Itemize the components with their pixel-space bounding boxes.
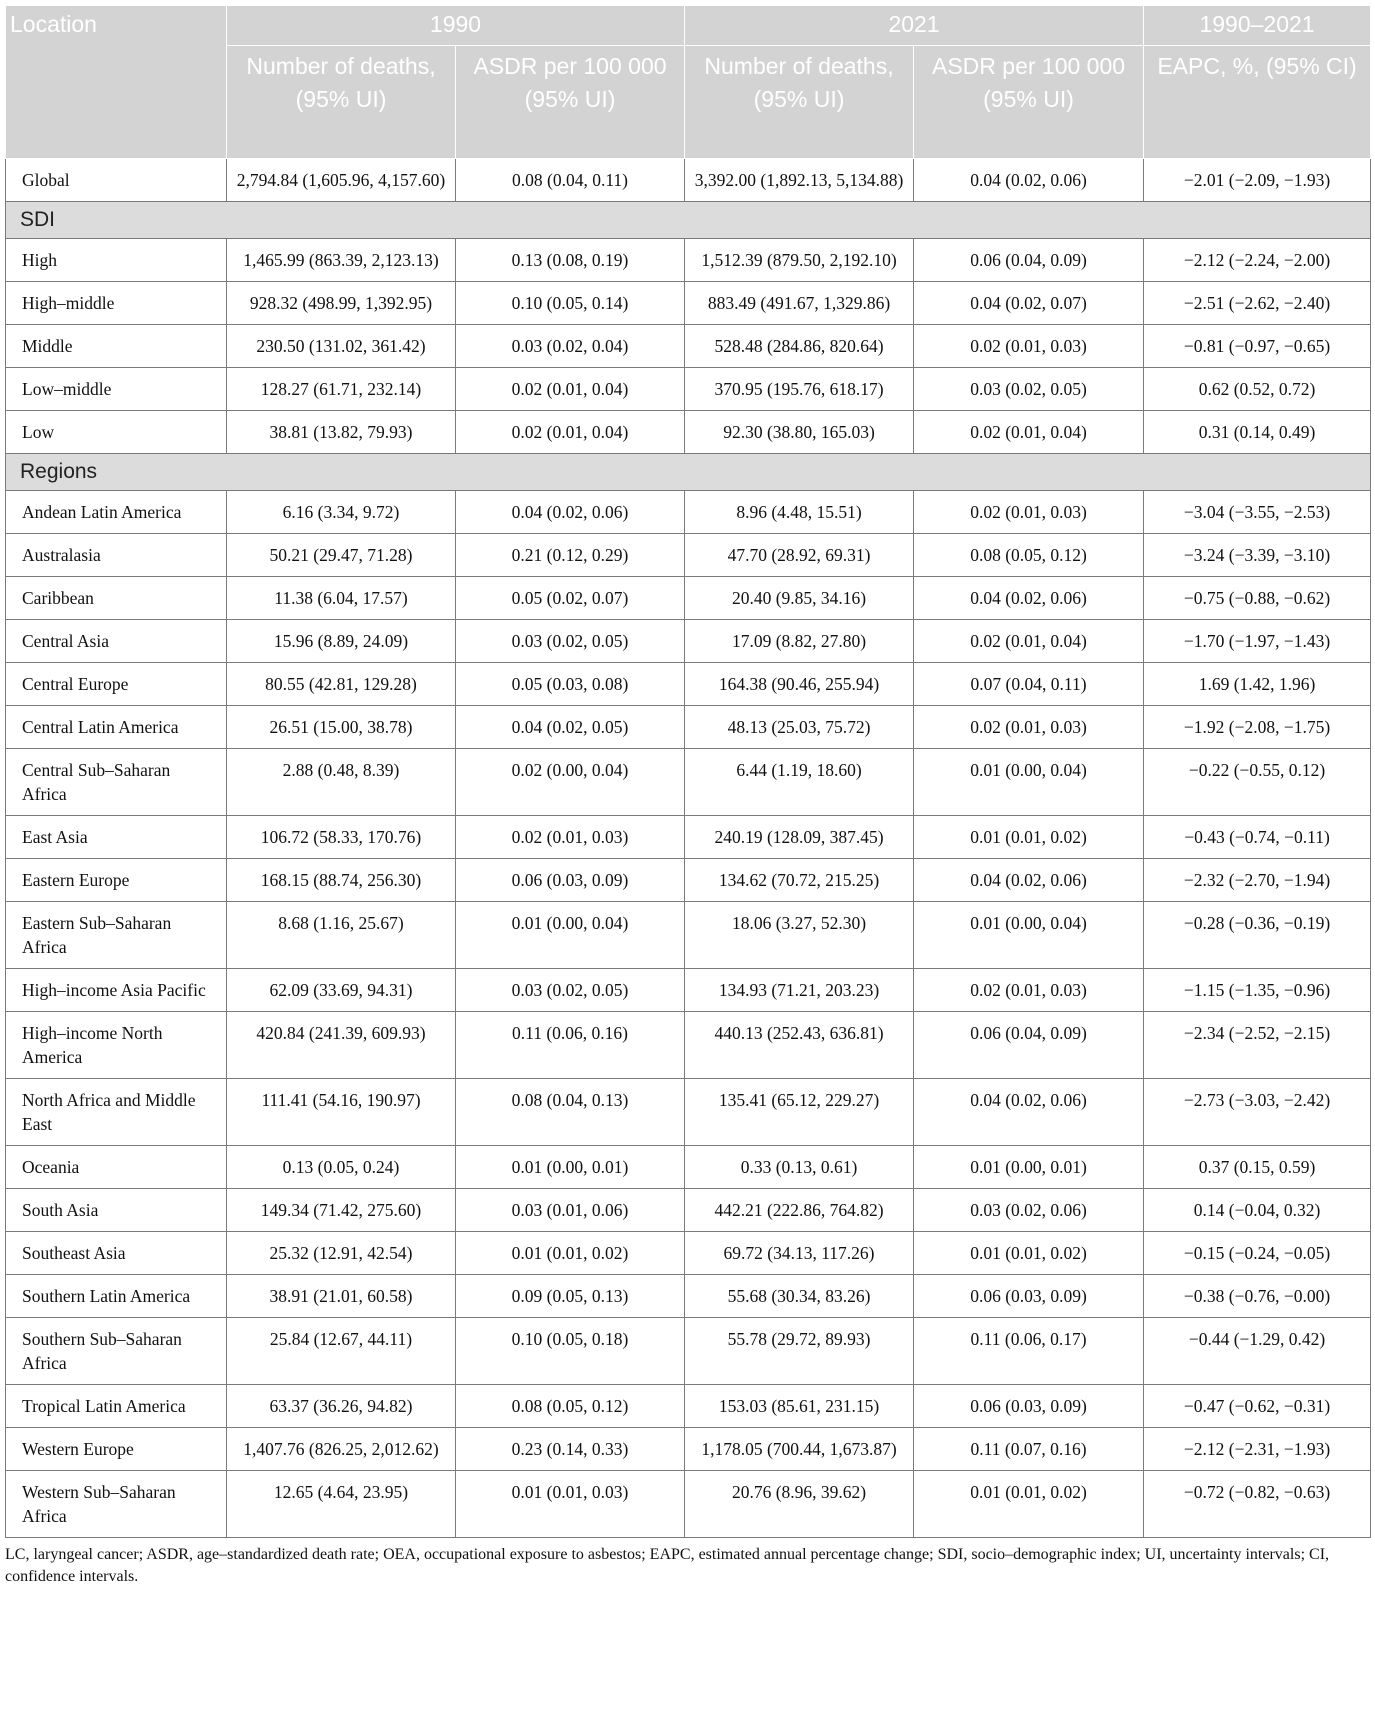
deaths-1990-cell: 106.72 (58.33, 170.76) — [227, 816, 456, 859]
asdr-1990-cell: 0.01 (0.01, 0.02) — [456, 1232, 685, 1275]
section-label: Regions — [6, 454, 1371, 491]
asdr-1990-cell: 0.08 (0.05, 0.12) — [456, 1385, 685, 1428]
deaths-2021-cell: 134.62 (70.72, 215.25) — [685, 859, 914, 902]
deaths-2021-cell: 0.33 (0.13, 0.61) — [685, 1146, 914, 1189]
asdr-1990-cell: 0.03 (0.01, 0.06) — [456, 1189, 685, 1232]
deaths-2021-cell: 135.41 (65.12, 229.27) — [685, 1079, 914, 1146]
location-cell: Australasia — [6, 534, 227, 577]
location-cell: Southern Latin America — [6, 1275, 227, 1318]
deaths-2021-cell: 20.76 (8.96, 39.62) — [685, 1471, 914, 1538]
header-location: Location — [6, 6, 227, 159]
section-header-row — [6, 454, 1371, 491]
deaths-1990-cell: 111.41 (54.16, 190.97) — [227, 1079, 456, 1146]
deaths-2021-cell: 17.09 (8.82, 27.80) — [685, 620, 914, 663]
asdr-1990-cell: 0.08 (0.04, 0.11) — [456, 159, 685, 202]
table-row — [6, 368, 1371, 411]
eapc-cell: −2.32 (−2.70, −1.94) — [1144, 859, 1371, 902]
deaths-1990-cell: 12.65 (4.64, 23.95) — [227, 1471, 456, 1538]
table-row — [6, 1428, 1371, 1471]
deaths-1990-cell: 8.68 (1.16, 25.67) — [227, 902, 456, 969]
deaths-2021-cell: 20.40 (9.85, 34.16) — [685, 577, 914, 620]
deaths-2021-cell: 48.13 (25.03, 75.72) — [685, 706, 914, 749]
deaths-1990-cell: 0.13 (0.05, 0.24) — [227, 1146, 456, 1189]
asdr-1990-cell: 0.04 (0.02, 0.06) — [456, 491, 685, 534]
asdr-2021-cell: 0.04 (0.02, 0.06) — [914, 1079, 1144, 1146]
location-cell: Andean Latin America — [6, 491, 227, 534]
deaths-2021-cell: 240.19 (128.09, 387.45) — [685, 816, 914, 859]
table-row — [6, 1146, 1371, 1189]
deaths-2021-cell: 1,178.05 (700.44, 1,673.87) — [685, 1428, 914, 1471]
deaths-1990-cell: 63.37 (36.26, 94.82) — [227, 1385, 456, 1428]
table-row — [6, 491, 1371, 534]
deaths-2021-cell: 47.70 (28.92, 69.31) — [685, 534, 914, 577]
asdr-1990-cell: 0.03 (0.02, 0.05) — [456, 969, 685, 1012]
table-container — [5, 5, 1370, 1588]
deaths-1990-cell: 25.84 (12.67, 44.11) — [227, 1318, 456, 1385]
table-row — [6, 239, 1371, 282]
location-cell: Southeast Asia — [6, 1232, 227, 1275]
deaths-2021-cell: 6.44 (1.19, 18.60) — [685, 749, 914, 816]
deaths-1990-cell: 149.34 (71.42, 275.60) — [227, 1189, 456, 1232]
table-body — [6, 159, 1371, 1538]
asdr-1990-cell: 0.02 (0.00, 0.04) — [456, 749, 685, 816]
header-deaths-2021: Number of deaths, (95% UI) — [685, 46, 914, 159]
asdr-2021-cell: 0.04 (0.02, 0.06) — [914, 859, 1144, 902]
deaths-1990-cell: 1,465.99 (863.39, 2,123.13) — [227, 239, 456, 282]
asdr-1990-cell: 0.09 (0.05, 0.13) — [456, 1275, 685, 1318]
asdr-1990-cell: 0.03 (0.02, 0.04) — [456, 325, 685, 368]
deaths-2021-cell: 55.78 (29.72, 89.93) — [685, 1318, 914, 1385]
asdr-2021-cell: 0.01 (0.00, 0.04) — [914, 902, 1144, 969]
eapc-cell: −0.75 (−0.88, −0.62) — [1144, 577, 1371, 620]
asdr-2021-cell: 0.02 (0.01, 0.03) — [914, 969, 1144, 1012]
deaths-2021-cell: 164.38 (90.46, 255.94) — [685, 663, 914, 706]
table-header — [6, 6, 1371, 159]
deaths-2021-cell: 883.49 (491.67, 1,329.86) — [685, 282, 914, 325]
asdr-1990-cell: 0.01 (0.00, 0.04) — [456, 902, 685, 969]
asdr-2021-cell: 0.02 (0.01, 0.03) — [914, 706, 1144, 749]
asdr-1990-cell: 0.02 (0.01, 0.04) — [456, 368, 685, 411]
deaths-1990-cell: 80.55 (42.81, 129.28) — [227, 663, 456, 706]
location-cell: Oceania — [6, 1146, 227, 1189]
eapc-cell: −1.92 (−2.08, −1.75) — [1144, 706, 1371, 749]
table-row — [6, 1318, 1371, 1385]
asdr-1990-cell: 0.04 (0.02, 0.05) — [456, 706, 685, 749]
table-row — [6, 159, 1371, 202]
deaths-1990-cell: 6.16 (3.34, 9.72) — [227, 491, 456, 534]
header-eapc: EAPC, %, (95% CI) — [1144, 46, 1371, 159]
eapc-cell: 0.62 (0.52, 0.72) — [1144, 368, 1371, 411]
table-row — [6, 706, 1371, 749]
eapc-cell: −0.43 (−0.74, −0.11) — [1144, 816, 1371, 859]
location-cell: Tropical Latin America — [6, 1385, 227, 1428]
eapc-cell: −2.73 (−3.03, −2.42) — [1144, 1079, 1371, 1146]
header-year-2021: 2021 — [685, 6, 1144, 46]
asdr-2021-cell: 0.03 (0.02, 0.05) — [914, 368, 1144, 411]
deaths-2021-cell: 442.21 (222.86, 764.82) — [685, 1189, 914, 1232]
header-row-years — [6, 6, 1371, 46]
asdr-2021-cell: 0.01 (0.01, 0.02) — [914, 1232, 1144, 1275]
eapc-cell: −0.22 (−0.55, 0.12) — [1144, 749, 1371, 816]
asdr-2021-cell: 0.02 (0.01, 0.04) — [914, 620, 1144, 663]
table-footnote: LC, laryngeal cancer; ASDR, age–standardized death rate; OEA, occupational exposure to asbestos; EAPC, estimated annual percentage change; SDI, socio–demographic index; UI, uncertainty intervals; CI, confidence intervals. — [5, 1546, 1330, 1585]
location-cell: High — [6, 239, 227, 282]
asdr-2021-cell: 0.06 (0.03, 0.09) — [914, 1385, 1144, 1428]
table-row — [6, 411, 1371, 454]
table-row — [6, 902, 1371, 969]
deaths-2021-cell: 69.72 (34.13, 117.26) — [685, 1232, 914, 1275]
asdr-2021-cell: 0.08 (0.05, 0.12) — [914, 534, 1144, 577]
asdr-2021-cell: 0.02 (0.01, 0.03) — [914, 491, 1144, 534]
asdr-1990-cell: 0.23 (0.14, 0.33) — [456, 1428, 685, 1471]
eapc-cell: −0.47 (−0.62, −0.31) — [1144, 1385, 1371, 1428]
deaths-2021-cell: 153.03 (85.61, 231.15) — [685, 1385, 914, 1428]
deaths-2021-cell: 134.93 (71.21, 203.23) — [685, 969, 914, 1012]
asdr-1990-cell: 0.01 (0.01, 0.03) — [456, 1471, 685, 1538]
location-cell: High–income North America — [6, 1012, 227, 1079]
asdr-1990-cell: 0.10 (0.05, 0.14) — [456, 282, 685, 325]
eapc-cell: −2.51 (−2.62, −2.40) — [1144, 282, 1371, 325]
location-cell: High–middle — [6, 282, 227, 325]
asdr-2021-cell: 0.04 (0.02, 0.06) — [914, 159, 1144, 202]
table-row — [6, 325, 1371, 368]
deaths-1990-cell: 15.96 (8.89, 24.09) — [227, 620, 456, 663]
eapc-cell: −0.72 (−0.82, −0.63) — [1144, 1471, 1371, 1538]
location-cell: Southern Sub–Saharan Africa — [6, 1318, 227, 1385]
location-cell: Low–middle — [6, 368, 227, 411]
location-cell: Low — [6, 411, 227, 454]
eapc-cell: −2.34 (−2.52, −2.15) — [1144, 1012, 1371, 1079]
location-cell: Global — [6, 159, 227, 202]
eapc-cell: −0.81 (−0.97, −0.65) — [1144, 325, 1371, 368]
asdr-1990-cell: 0.03 (0.02, 0.05) — [456, 620, 685, 663]
header-asdr-2021: ASDR per 100 000 (95% UI) — [914, 46, 1144, 159]
deaths-2021-cell: 1,512.39 (879.50, 2,192.10) — [685, 239, 914, 282]
table-row — [6, 282, 1371, 325]
asdr-2021-cell: 0.06 (0.03, 0.09) — [914, 1275, 1144, 1318]
table-row — [6, 1012, 1371, 1079]
asdr-2021-cell: 0.06 (0.04, 0.09) — [914, 239, 1144, 282]
deaths-2021-cell: 18.06 (3.27, 52.30) — [685, 902, 914, 969]
asdr-2021-cell: 0.01 (0.00, 0.01) — [914, 1146, 1144, 1189]
deaths-1990-cell: 928.32 (498.99, 1,392.95) — [227, 282, 456, 325]
asdr-1990-cell: 0.05 (0.02, 0.07) — [456, 577, 685, 620]
deaths-1990-cell: 50.21 (29.47, 71.28) — [227, 534, 456, 577]
table-row — [6, 1275, 1371, 1318]
location-cell: Caribbean — [6, 577, 227, 620]
eapc-cell: −1.15 (−1.35, −0.96) — [1144, 969, 1371, 1012]
deaths-2021-cell: 55.68 (30.34, 83.26) — [685, 1275, 914, 1318]
eapc-cell: 0.14 (−0.04, 0.32) — [1144, 1189, 1371, 1232]
deaths-1990-cell: 1,407.76 (826.25, 2,012.62) — [227, 1428, 456, 1471]
asdr-2021-cell: 0.04 (0.02, 0.06) — [914, 577, 1144, 620]
asdr-2021-cell: 0.07 (0.04, 0.11) — [914, 663, 1144, 706]
table-row — [6, 663, 1371, 706]
asdr-1990-cell: 0.02 (0.01, 0.04) — [456, 411, 685, 454]
deaths-1990-cell: 38.81 (13.82, 79.93) — [227, 411, 456, 454]
location-cell: South Asia — [6, 1189, 227, 1232]
deaths-2021-cell: 528.48 (284.86, 820.64) — [685, 325, 914, 368]
table-row — [6, 859, 1371, 902]
asdr-1990-cell: 0.08 (0.04, 0.13) — [456, 1079, 685, 1146]
eapc-cell: −2.01 (−2.09, −1.93) — [1144, 159, 1371, 202]
asdr-1990-cell: 0.21 (0.12, 0.29) — [456, 534, 685, 577]
asdr-1990-cell: 0.13 (0.08, 0.19) — [456, 239, 685, 282]
asdr-2021-cell: 0.02 (0.01, 0.04) — [914, 411, 1144, 454]
eapc-cell: −2.12 (−2.31, −1.93) — [1144, 1428, 1371, 1471]
table-row — [6, 1385, 1371, 1428]
header-asdr-1990: ASDR per 100 000 (95% UI) — [456, 46, 685, 159]
eapc-cell: 0.31 (0.14, 0.49) — [1144, 411, 1371, 454]
deaths-2021-cell: 3,392.00 (1,892.13, 5,134.88) — [685, 159, 914, 202]
table-row — [6, 969, 1371, 1012]
location-cell: Western Sub–Saharan Africa — [6, 1471, 227, 1538]
deaths-1990-cell: 25.32 (12.91, 42.54) — [227, 1232, 456, 1275]
asdr-2021-cell: 0.01 (0.01, 0.02) — [914, 1471, 1144, 1538]
deaths-1990-cell: 128.27 (61.71, 232.14) — [227, 368, 456, 411]
eapc-cell: −0.44 (−1.29, 0.42) — [1144, 1318, 1371, 1385]
location-cell: East Asia — [6, 816, 227, 859]
table-row — [6, 1471, 1371, 1538]
asdr-2021-cell: 0.11 (0.06, 0.17) — [914, 1318, 1144, 1385]
deaths-2021-cell: 8.96 (4.48, 15.51) — [685, 491, 914, 534]
eapc-cell: 1.69 (1.42, 1.96) — [1144, 663, 1371, 706]
deaths-1990-cell: 2,794.84 (1,605.96, 4,157.60) — [227, 159, 456, 202]
asdr-2021-cell: 0.03 (0.02, 0.06) — [914, 1189, 1144, 1232]
location-cell: Central Asia — [6, 620, 227, 663]
asdr-1990-cell: 0.01 (0.00, 0.01) — [456, 1146, 685, 1189]
asdr-1990-cell: 0.02 (0.01, 0.03) — [456, 816, 685, 859]
asdr-1990-cell: 0.11 (0.06, 0.16) — [456, 1012, 685, 1079]
location-cell: Central Latin America — [6, 706, 227, 749]
eapc-cell: 0.37 (0.15, 0.59) — [1144, 1146, 1371, 1189]
header-year-1990: 1990 — [227, 6, 685, 46]
table-row — [6, 1189, 1371, 1232]
section-label: SDI — [6, 202, 1371, 239]
location-cell: Eastern Europe — [6, 859, 227, 902]
eapc-cell: −2.12 (−2.24, −2.00) — [1144, 239, 1371, 282]
eapc-cell: −0.38 (−0.76, −0.00) — [1144, 1275, 1371, 1318]
deaths-1990-cell: 420.84 (241.39, 609.93) — [227, 1012, 456, 1079]
asdr-2021-cell: 0.01 (0.00, 0.04) — [914, 749, 1144, 816]
asdr-2021-cell: 0.01 (0.01, 0.02) — [914, 816, 1144, 859]
asdr-2021-cell: 0.04 (0.02, 0.07) — [914, 282, 1144, 325]
table-row — [6, 534, 1371, 577]
table-row — [6, 577, 1371, 620]
location-cell: Middle — [6, 325, 227, 368]
table-row — [6, 1079, 1371, 1146]
deaths-2021-cell: 370.95 (195.76, 618.17) — [685, 368, 914, 411]
eapc-cell: −3.24 (−3.39, −3.10) — [1144, 534, 1371, 577]
eapc-cell: −1.70 (−1.97, −1.43) — [1144, 620, 1371, 663]
deaths-1990-cell: 230.50 (131.02, 361.42) — [227, 325, 456, 368]
table-row — [6, 620, 1371, 663]
asdr-1990-cell: 0.06 (0.03, 0.09) — [456, 859, 685, 902]
deaths-2021-cell: 92.30 (38.80, 165.03) — [685, 411, 914, 454]
asdr-1990-cell: 0.10 (0.05, 0.18) — [456, 1318, 685, 1385]
location-cell: Central Europe — [6, 663, 227, 706]
data-table — [5, 5, 1371, 1538]
deaths-1990-cell: 26.51 (15.00, 38.78) — [227, 706, 456, 749]
asdr-2021-cell: 0.11 (0.07, 0.16) — [914, 1428, 1144, 1471]
location-cell: High–income Asia Pacific — [6, 969, 227, 1012]
header-deaths-1990: Number of deaths, (95% UI) — [227, 46, 456, 159]
deaths-2021-cell: 440.13 (252.43, 636.81) — [685, 1012, 914, 1079]
table-row — [6, 1232, 1371, 1275]
location-cell: Western Europe — [6, 1428, 227, 1471]
asdr-2021-cell: 0.02 (0.01, 0.03) — [914, 325, 1144, 368]
table-row — [6, 749, 1371, 816]
eapc-cell: −0.15 (−0.24, −0.05) — [1144, 1232, 1371, 1275]
asdr-2021-cell: 0.06 (0.04, 0.09) — [914, 1012, 1144, 1079]
location-cell: Central Sub–Saharan Africa — [6, 749, 227, 816]
deaths-1990-cell: 38.91 (21.01, 60.58) — [227, 1275, 456, 1318]
eapc-cell: −3.04 (−3.55, −2.53) — [1144, 491, 1371, 534]
eapc-cell: −0.28 (−0.36, −0.19) — [1144, 902, 1371, 969]
deaths-1990-cell: 2.88 (0.48, 8.39) — [227, 749, 456, 816]
section-header-row — [6, 202, 1371, 239]
location-cell: North Africa and Middle East — [6, 1079, 227, 1146]
asdr-1990-cell: 0.05 (0.03, 0.08) — [456, 663, 685, 706]
deaths-1990-cell: 62.09 (33.69, 94.31) — [227, 969, 456, 1012]
table-row — [6, 816, 1371, 859]
deaths-1990-cell: 11.38 (6.04, 17.57) — [227, 577, 456, 620]
location-cell: Eastern Sub–Saharan Africa — [6, 902, 227, 969]
deaths-1990-cell: 168.15 (88.74, 256.30) — [227, 859, 456, 902]
header-range: 1990–2021 — [1144, 6, 1371, 46]
